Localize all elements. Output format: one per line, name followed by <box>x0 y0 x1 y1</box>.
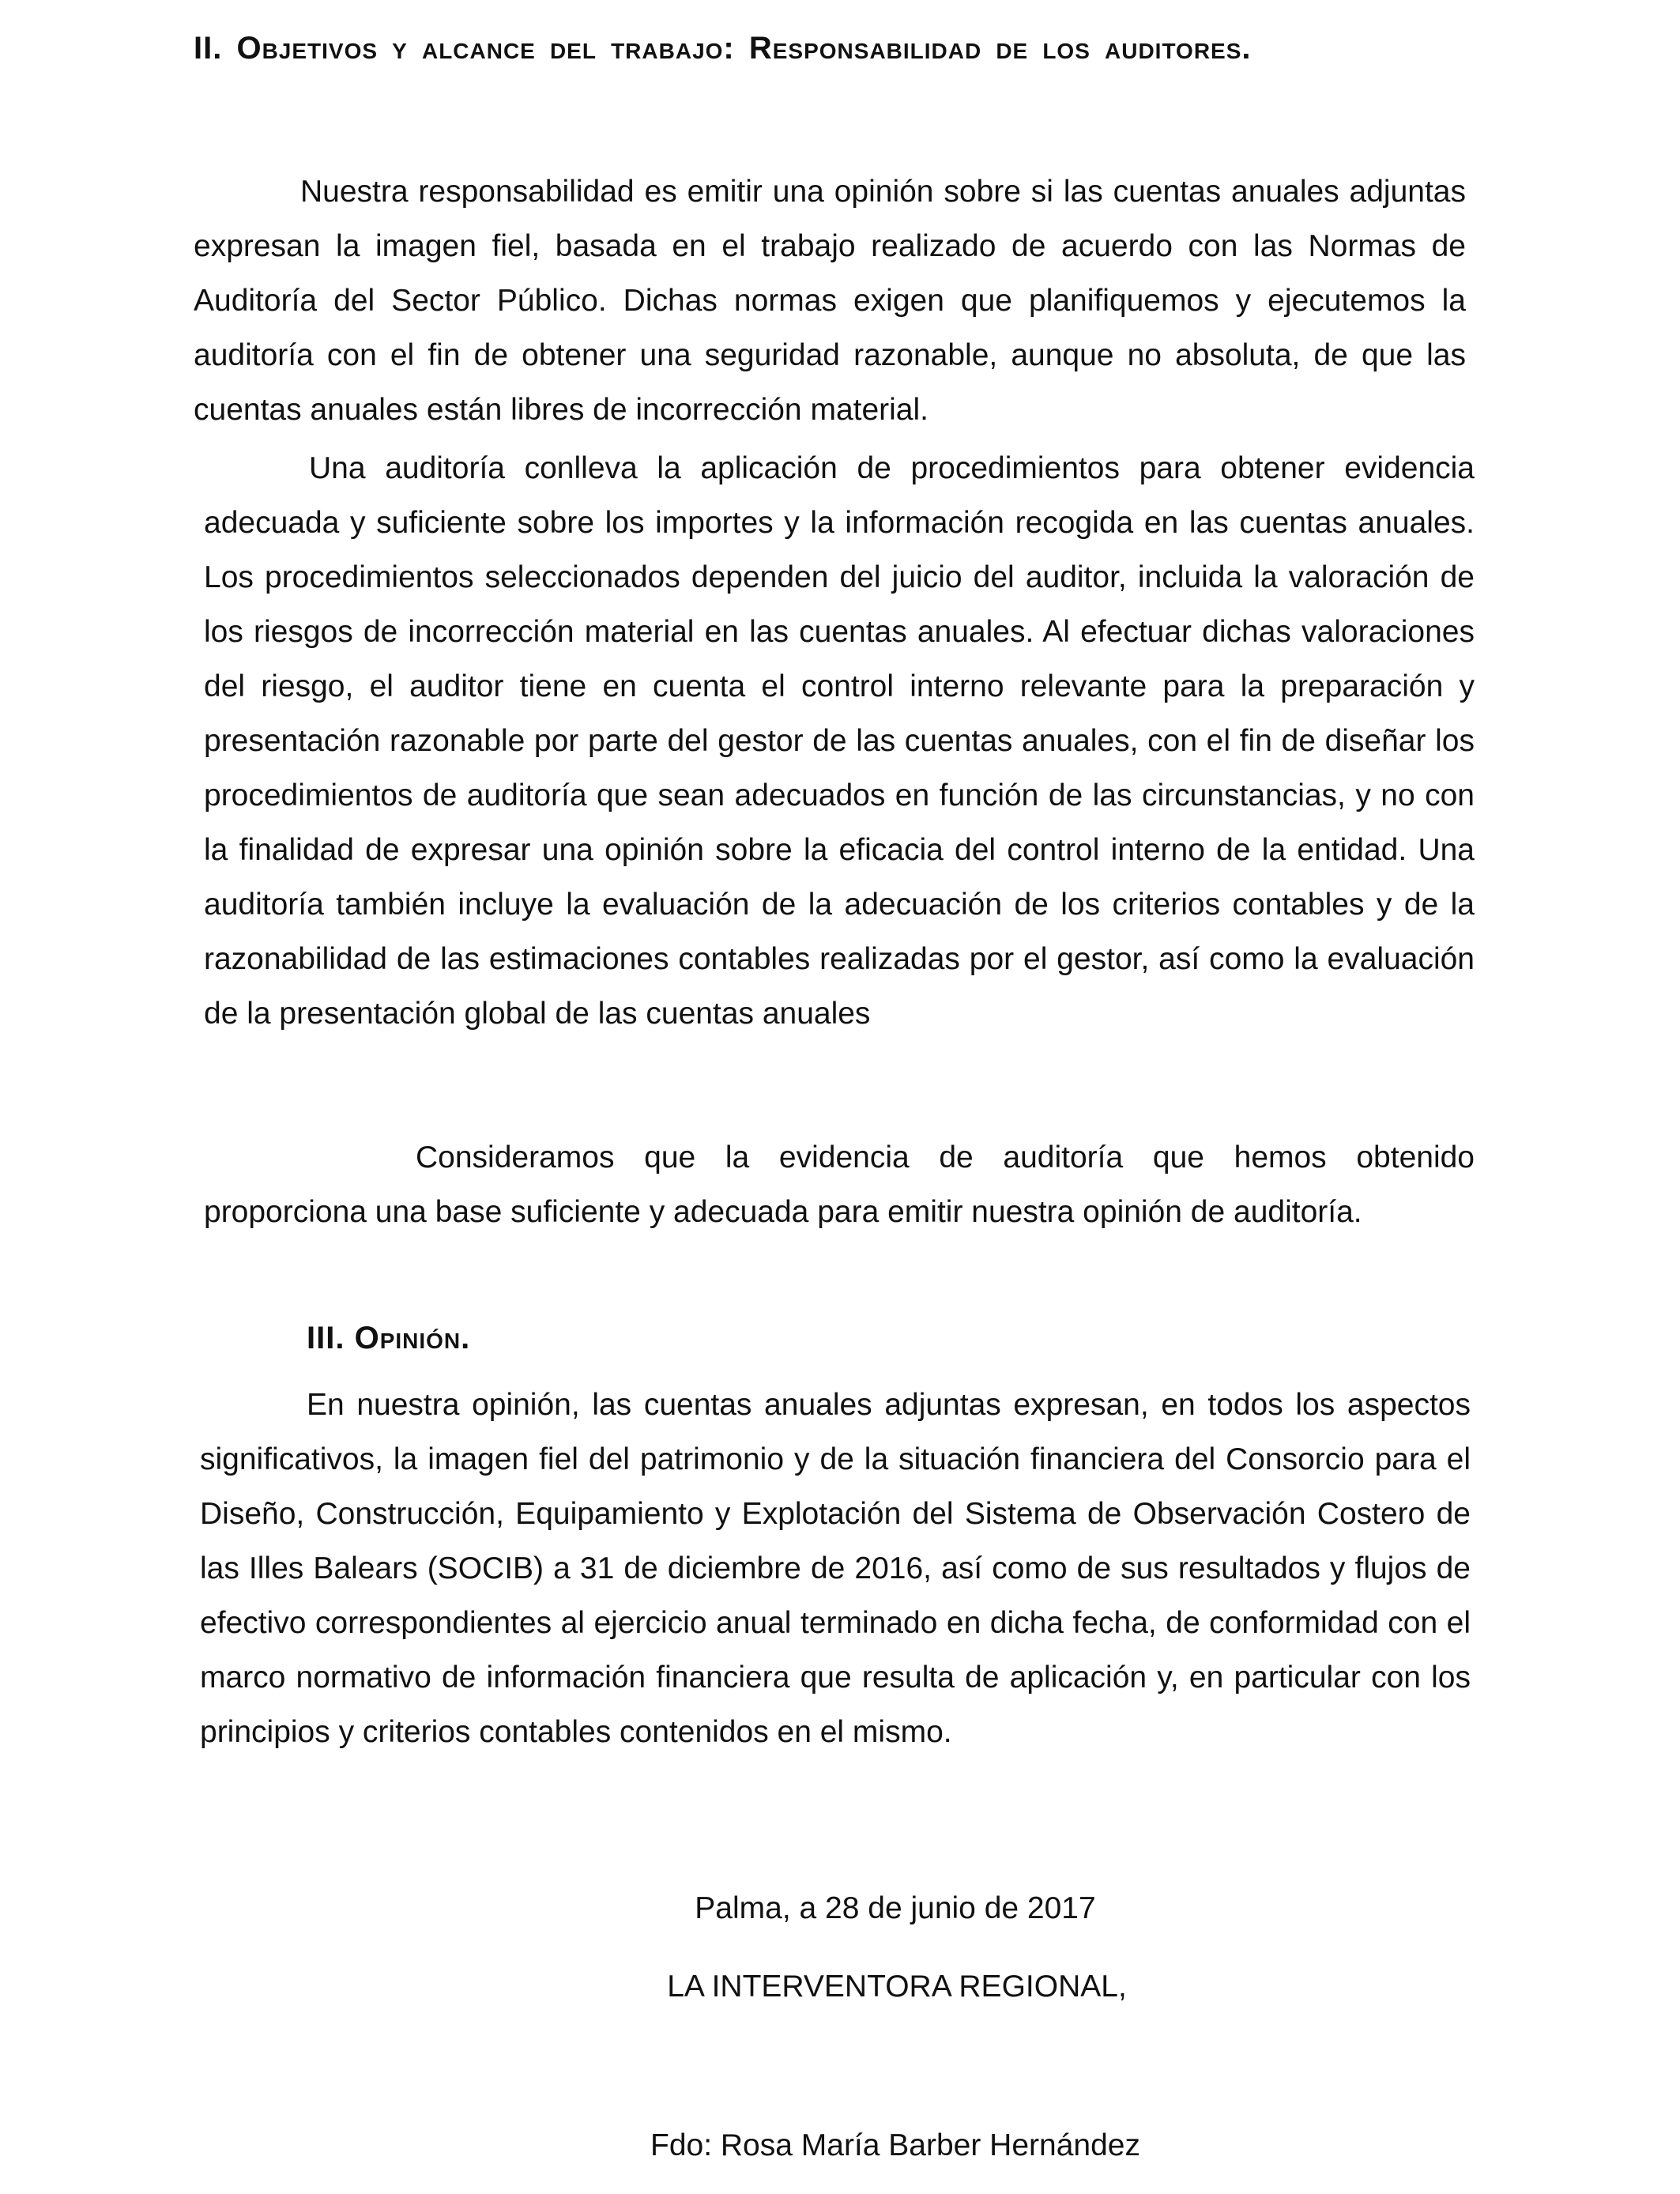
section-numeral: III. <box>307 1321 345 1355</box>
section-numeral: II. <box>194 31 223 66</box>
paragraph-responsabilidad: Nuestra responsabilidad es emitir una opinión sobre si las cuentas anuales adjuntas expresan la imagen fiel, basada en el trabajo realizado de acuerdo con las Normas de Auditoría del Sector Público. Dichas normas exigen que planifiquemos y ejecutemos la auditoría con el fin de obtener una seguridad razonable, aunque no absoluta, de que las cuentas anuales están libres de incorrección material. <box>194 175 1466 427</box>
paragraph-procedimientos: Una auditoría conlleva la aplicación de procedimientos para obtener evidencia adecuada y suficiente sobre los importes y la información recogida en las cuentas anuales. Los procedimientos seleccionados dependen del juicio del auditor, incluida la valoración de los riesgos de incorrección material en las cuentas anuales. Al efectuar dichas valoraciones del riesgo, el auditor tiene en cuenta el control interno relevante para la preparación y presentación razonable por parte del gestor de las cuentas anuales, con el fin de diseñar los procedimientos de auditoría que sean adecuados en función de las circunstancias, y no con la finalidad de expresar una opinión sobre la eficacia del control interno de la entidad. Una auditoría también incluye la evaluación de la adecuación de los criterios contables y de la razonabilidad de las estimaciones contables realizadas por el gestor, así como la evaluación de la presentación global de las cuentas anuales <box>204 451 1475 1031</box>
section-heading-opinion <box>307 1310 470 1366</box>
section-title: Objetivos y alcance del trabajo: Responsabilidad de los auditores. <box>236 31 1252 66</box>
section-title: Opinión. <box>354 1321 471 1355</box>
place-date: Palma, a 28 de junio de 2017 <box>695 1891 1096 1925</box>
section-heading-objetivos <box>194 14 1473 82</box>
paragraph-evidencia: Consideramos que la evidencia de auditoría que hemos obtenido proporciona una base suficiente y adecuada para emitir nuestra opinión de auditoría. <box>204 1140 1475 1229</box>
signature-line: Fdo: Rosa María Barber Hernández <box>650 2128 1140 2162</box>
signer-role: LA INTERVENTORA REGIONAL, <box>667 1970 1127 2004</box>
paragraph-opinion: En nuestra opinión, las cuentas anuales adjuntas expresan, en todos los aspectos significativos, la imagen fiel del patrimonio y de la situación financiera del Consorcio para el Diseño, Construcción, Equipamiento y Explotación del Sistema de Observación Costero de las Illes Balears (SOCIB) a 31 de diciembre de 2016, así como de sus resultados y flujos de efectivo correspondientes al ejercicio anual terminado en dicha fecha, de conformidad con el marco normativo de información financiera que resulta de aplicación y, en particular con los principios y criterios contables contenidos en el mismo. <box>200 1388 1471 1749</box>
